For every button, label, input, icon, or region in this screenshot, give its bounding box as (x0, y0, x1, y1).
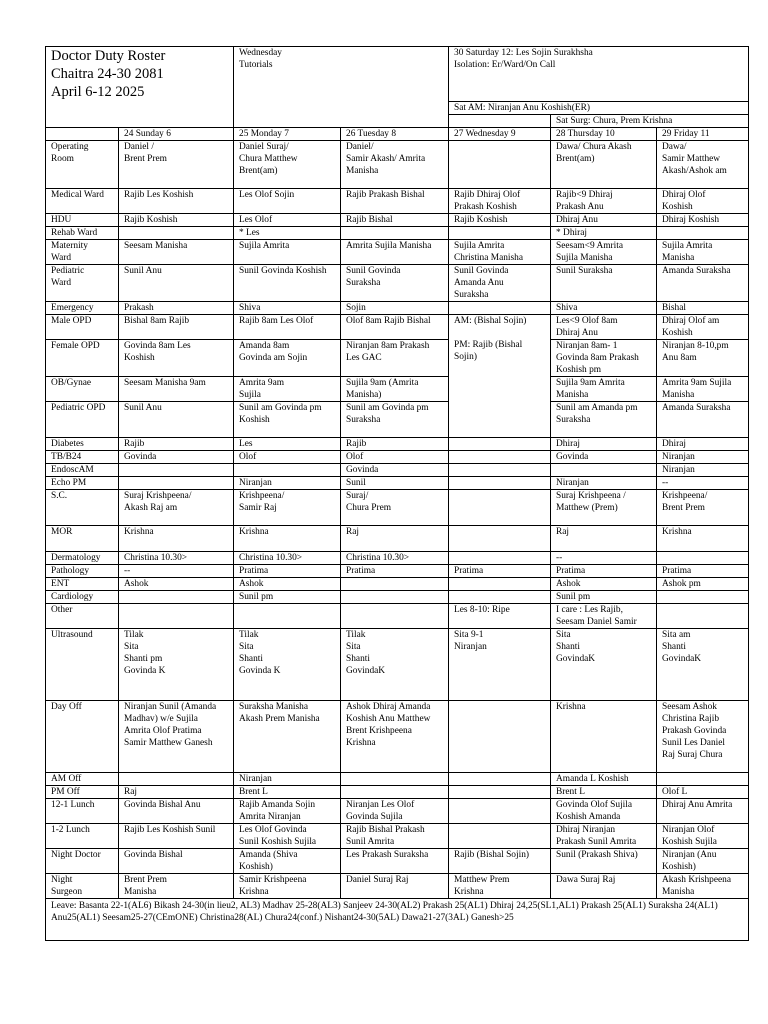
duty-cell: Daniel Suraj Raj (341, 874, 449, 899)
duty-cell (449, 490, 551, 526)
duty-cell (234, 604, 341, 629)
duty-cell (449, 227, 551, 240)
roster-row-day-off (46, 701, 749, 773)
duty-cell: Ashok Dhiraj Amanda Koshish Anu Matthew Brent Krishpeena Krishna (341, 701, 449, 773)
duty-cell (449, 451, 551, 464)
duty-cell: Brent L (551, 786, 657, 799)
duty-cell: Dhiraj Olof am Koshish (657, 315, 749, 340)
roster-row-pathology (46, 565, 749, 578)
duty-cell (119, 773, 234, 786)
day-header: 29 Friday 11 (657, 128, 749, 141)
roster-row-cardiology (46, 591, 749, 604)
row-label: Diabetes (46, 438, 119, 451)
row-label: Night Surgeon (46, 874, 119, 899)
duty-cell: Krishna (234, 526, 341, 552)
duty-cell: Sunil (341, 477, 449, 490)
duty-cell: -- (657, 477, 749, 490)
roster-row-other (46, 604, 749, 629)
duty-cell: Raj (551, 526, 657, 552)
duty-cell: Raj (119, 786, 234, 799)
duty-cell (341, 604, 449, 629)
duty-cell: Dhiraj Niranjan Prakash Sunil Amrita (551, 824, 657, 849)
duty-cell: Les Prakash Suraksha (341, 849, 449, 874)
duty-cell: Bishal 8am Rajib (119, 315, 234, 340)
duty-cell: Shiva (234, 302, 341, 315)
roster-row-dermatology (46, 552, 749, 565)
duty-cell: Olof (341, 451, 449, 464)
duty-cell: Dhiraj Anu Amrita (657, 799, 749, 824)
duty-cell: Bishal (657, 302, 749, 315)
duty-roster-table (45, 46, 749, 941)
duty-cell (449, 464, 551, 477)
row-label: 12-1 Lunch (46, 799, 119, 824)
roster-body (46, 47, 749, 941)
roster-row-tb-b24 (46, 451, 749, 464)
duty-cell: Les Olof Govinda Sunil Koshish Sujila (234, 824, 341, 849)
duty-cell: Rajib<9 Dhiraj Prakash Anu (551, 189, 657, 214)
day-header: 28 Thursday 10 (551, 128, 657, 141)
row-label: Pediatric Ward (46, 265, 119, 302)
roster-row-male-opd (46, 315, 749, 340)
duty-cell: Niranjan Les Olof Govinda Sujila (341, 799, 449, 824)
duty-cell: Niranjan (657, 451, 749, 464)
duty-cell (341, 773, 449, 786)
roster-row-pediatric-opd (46, 402, 749, 438)
duty-cell: Govinda (551, 451, 657, 464)
duty-cell: Niranjan 8am- 1 Govinda 8am Prakash Koshish pm (551, 340, 657, 377)
duty-cell: Prakash (119, 302, 234, 315)
duty-cell (341, 578, 449, 591)
duty-cell: Pratima (657, 565, 749, 578)
duty-cell (449, 578, 551, 591)
duty-cell: Les Olof Sojin (234, 189, 341, 214)
duty-cell: Akash Krishpeena Manisha (657, 874, 749, 899)
duty-cell: Niranjan (234, 773, 341, 786)
duty-cell: Les<9 Olof 8am Dhiraj Anu (551, 315, 657, 340)
duty-cell: Rajib Les Koshish Sunil (119, 824, 234, 849)
duty-cell (449, 773, 551, 786)
duty-cell: * Les (234, 227, 341, 240)
roster-row-echo-pm (46, 477, 749, 490)
duty-cell (449, 799, 551, 824)
duty-cell: Krishna (551, 701, 657, 773)
days-header-row (46, 128, 749, 141)
duty-cell: Amanda Suraksha (657, 402, 749, 438)
roster-row-mor (46, 526, 749, 552)
row-label: Emergency (46, 302, 119, 315)
duty-cell: Les Olof (234, 214, 341, 227)
row-label: Day Off (46, 701, 119, 773)
row-label: TB/B24 (46, 451, 119, 464)
roster-row-12-1-lunch (46, 799, 749, 824)
duty-cell: Tilak Sita Shanti pm Govinda K (119, 629, 234, 701)
duty-cell: Rajib Dhiraj Olof Prakash Koshish (449, 189, 551, 214)
duty-cell: Ashok pm (657, 578, 749, 591)
duty-cell (119, 227, 234, 240)
duty-cell: Sunil Govinda Amanda Anu Suraksha (449, 265, 551, 302)
roster-row-ultrasound (46, 629, 749, 701)
duty-cell (657, 773, 749, 786)
duty-cell: Niranjan 8am Prakash Les GAC (341, 340, 449, 377)
duty-cell: Rajib Les Koshish (119, 189, 234, 214)
duty-cell: Sunil pm (234, 591, 341, 604)
duty-cell: Sunil am Govinda pm Koshish (234, 402, 341, 438)
day-header: 27 Wednesday 9 (449, 128, 551, 141)
row-label: Rehab Ward (46, 227, 119, 240)
duty-cell: Rajib (Bishal Sojin) (449, 849, 551, 874)
duty-cell: Niranjan (551, 477, 657, 490)
duty-cell (341, 227, 449, 240)
duty-cell: Govinda (341, 464, 449, 477)
duty-cell: Krishna (657, 526, 749, 552)
roster-row-hdu (46, 214, 749, 227)
row-label: Ultrasound (46, 629, 119, 701)
duty-cell: Suraksha Manisha Akash Prem Manisha (234, 701, 341, 773)
duty-cell: Les (234, 438, 341, 451)
duty-cell: Sunil Anu (119, 265, 234, 302)
duty-cell: Daniel Suraj/ Chura Matthew Brent(am) (234, 141, 341, 189)
duty-cell: Govinda Olof Sujila Koshish Amanda (551, 799, 657, 824)
duty-cell: Krishpeena/ Brent Prem (657, 490, 749, 526)
duty-cell: Samir Krishpeena Krishna (234, 874, 341, 899)
duty-cell: Sunil Anu (119, 402, 234, 438)
duty-cell: Dawa/ Samir Matthew Akash/Ashok am (657, 141, 749, 189)
duty-cell (449, 552, 551, 565)
duty-cell: Krishpeena/ Samir Raj (234, 490, 341, 526)
duty-cell: Amanda Suraksha (657, 265, 749, 302)
row-label: MOR (46, 526, 119, 552)
roster-row-night-surgeon (46, 874, 749, 899)
duty-cell: Sujila Amrita Manisha (657, 240, 749, 265)
roster-row-medical-ward (46, 189, 749, 214)
roster-title (46, 47, 234, 128)
duty-cell: Amrita 9am Sujila (234, 377, 341, 402)
roster-row-endoscam (46, 464, 749, 477)
duty-cell: Dhiraj (657, 438, 749, 451)
roster-row-maternity-ward (46, 240, 749, 265)
duty-cell: Niranjan Olof Koshish Sujila (657, 824, 749, 849)
roster-row-rehab-ward (46, 227, 749, 240)
duty-cell: Rajib Koshish (119, 214, 234, 227)
duty-cell (449, 141, 551, 189)
duty-cell (449, 701, 551, 773)
duty-cell: Seesam<9 Amrita Sujila Manisha (551, 240, 657, 265)
sat-am-note: Sat AM: Niranjan Anu Koshish(ER) (449, 102, 749, 115)
duty-cell: Niranjan (234, 477, 341, 490)
filler-row (46, 924, 749, 941)
duty-cell (119, 591, 234, 604)
title-line-2: Chaitra 24-30 2081 (51, 66, 164, 82)
duty-cell: Sujila Amrita Christina Manisha (449, 240, 551, 265)
row-label: Pediatric OPD (46, 402, 119, 438)
duty-cell: I care : Les Rajib, Seesam Daniel Samir (551, 604, 657, 629)
duty-cell: Rajib Bishal (341, 214, 449, 227)
duty-cell: Raj (341, 526, 449, 552)
duty-cell (119, 464, 234, 477)
duty-cell-wednesday-opd: AM: (Bishal Sojin) PM: Rajib (Bishal Sojin) (449, 315, 551, 438)
duty-cell: Sunil am Govinda pm Suraksha (341, 402, 449, 438)
roster-row-female-opd (46, 340, 749, 377)
duty-cell: Pratima (234, 565, 341, 578)
duty-cell: Les 8-10: Ripe (449, 604, 551, 629)
roster-row-s-c (46, 490, 749, 526)
row-label: HDU (46, 214, 119, 227)
row-label: EndoscAM (46, 464, 119, 477)
duty-cell: Niranjan (Anu Koshish) (657, 849, 749, 874)
row-label: Pathology (46, 565, 119, 578)
duty-cell: Sunil Govinda Koshish (234, 265, 341, 302)
roster-row-ent (46, 578, 749, 591)
duty-cell (341, 591, 449, 604)
duty-cell (449, 786, 551, 799)
duty-cell: Ashok (119, 578, 234, 591)
duty-cell: Pratima (449, 565, 551, 578)
duty-cell: Govinda Bishal Anu (119, 799, 234, 824)
duty-cell (119, 604, 234, 629)
duty-cell: Ashok (551, 578, 657, 591)
row-label: ENT (46, 578, 119, 591)
duty-cell: Sujila 9am Amrita Manisha (551, 377, 657, 402)
duty-cell: Govinda 8am Les Koshish (119, 340, 234, 377)
duty-cell: Brent Prem Manisha (119, 874, 234, 899)
day-header: 26 Tuesday 8 (341, 128, 449, 141)
row-label: Echo PM (46, 477, 119, 490)
duty-cell: Amanda (Shiva Koshish) (234, 849, 341, 874)
title-line-1: Doctor Duty Roster (51, 48, 166, 64)
duty-cell: Tilak Sita Shanti Govinda K (234, 629, 341, 701)
duty-cell: Niranjan Sunil (Amanda Madhav) w/e Sujila Amrita Olof Pratima Samir Matthew Ganesh (119, 701, 234, 773)
row-label: Male OPD (46, 315, 119, 340)
duty-cell: Govinda Bishal (119, 849, 234, 874)
duty-cell: Dawa/ Chura Akash Brent(am) (551, 141, 657, 189)
duty-cell: Niranjan (657, 464, 749, 477)
duty-cell: * Dhiraj (551, 227, 657, 240)
duty-cell: Ashok (234, 578, 341, 591)
duty-cell: Amrita 9am Sujila Manisha (657, 377, 749, 402)
roster-row-emergency (46, 302, 749, 315)
duty-cell: Sita 9-1 Niranjan (449, 629, 551, 701)
duty-cell: Sujila Amrita (234, 240, 341, 265)
duty-cell (551, 464, 657, 477)
duty-cell: Sujila 9am (Amrita Manisha) (341, 377, 449, 402)
roster-row-ob-gynae (46, 377, 749, 402)
duty-cell (449, 302, 551, 315)
duty-cell: Govinda (119, 451, 234, 464)
duty-cell (449, 477, 551, 490)
duty-cell (657, 227, 749, 240)
duty-cell: Dhiraj Koshish (657, 214, 749, 227)
roster-row-diabetes (46, 438, 749, 451)
row-label: Maternity Ward (46, 240, 119, 265)
duty-cell (657, 552, 749, 565)
roster-row-pediatric-ward (46, 265, 749, 302)
duty-cell: Sita Shanti GovindaK (551, 629, 657, 701)
duty-cell (234, 464, 341, 477)
duty-cell: Sunil (Prakash Shiva) (551, 849, 657, 874)
row-label: Medical Ward (46, 189, 119, 214)
row-label: AM Off (46, 773, 119, 786)
duty-cell (449, 591, 551, 604)
roster-row-operating-room (46, 141, 749, 189)
duty-cell: Niranjan 8-10,pm Anu 8am (657, 340, 749, 377)
duty-cell: Suraj Krishpeena / Matthew (Prem) (551, 490, 657, 526)
duty-cell: Shiva (551, 302, 657, 315)
duty-cell (449, 526, 551, 552)
duty-cell: Tilak Sita Shanti GovindaK (341, 629, 449, 701)
day-header: 25 Monday 7 (234, 128, 341, 141)
duty-cell: Rajib (341, 438, 449, 451)
duty-cell: Seesam Ashok Christina Rajib Prakash Govinda Sunil Les Daniel Raj Suraj Chura (657, 701, 749, 773)
roster-row-am-off (46, 773, 749, 786)
duty-cell (449, 824, 551, 849)
day-header: 24 Sunday 6 (119, 128, 234, 141)
duty-cell: Amrita Sujila Manisha (341, 240, 449, 265)
row-label: Cardiology (46, 591, 119, 604)
duty-cell: Suraj/ Chura Prem (341, 490, 449, 526)
roster-row-night-doctor (46, 849, 749, 874)
sat-surg-note: Sat Surg: Chura, Prem Krishna (551, 115, 749, 128)
duty-cell: Olof L (657, 786, 749, 799)
leave-note: Leave: Basanta 22-1(AL6) Bikash 24-30(in lieu2, AL3) Madhav 25-28(AL3) Sanjeev 24-30(AL2) Prakash 25(AL1) Dhiraj 24,25(SL1,AL1) Prakash 25(AL1) Suraksha 24(AL1) Anu25(AL1) Seesam25-27(CEmONE) Christina28(AL) Chura24(conf.) Nishant24-30(5AL) Dawa21-27(3AL) Ganesh>25 (46, 899, 749, 925)
duty-cell: Olof 8am Rajib Bishal (341, 315, 449, 340)
row-label: Dermatology (46, 552, 119, 565)
duty-cell: Seesam Manisha 9am (119, 377, 234, 402)
duty-cell: Rajib Amanda Sojin Amrita Niranjan (234, 799, 341, 824)
duty-cell: Dhiraj Olof Koshish (657, 189, 749, 214)
roster-row-1-2-lunch (46, 824, 749, 849)
row-label: Night Doctor (46, 849, 119, 874)
row-label: S.C. (46, 490, 119, 526)
duty-cell: Christina 10.30> (119, 552, 234, 565)
blank-space (46, 924, 749, 941)
duty-cell (657, 591, 749, 604)
duty-cell (449, 438, 551, 451)
duty-cell: Sojin (341, 302, 449, 315)
duty-cell: Amanda L Koshish (551, 773, 657, 786)
duty-cell: Dhiraj (551, 438, 657, 451)
duty-cell: Matthew Prem Krishna (449, 874, 551, 899)
row-label: 1-2 Lunch (46, 824, 119, 849)
duty-cell: Rajib (119, 438, 234, 451)
duty-cell: Pratima (551, 565, 657, 578)
duty-cell: Rajib Bishal Prakash Sunil Amrita (341, 824, 449, 849)
duty-cell: Olof (234, 451, 341, 464)
duty-cell: Sunil pm (551, 591, 657, 604)
duty-cell: Dhiraj Anu (551, 214, 657, 227)
duty-cell: Sunil Suraksha (551, 265, 657, 302)
title-line-3: April 6-12 2025 (51, 84, 145, 100)
duty-cell: Rajib 8am Les Olof (234, 315, 341, 340)
duty-cell: Rajib Prakash Bishal (341, 189, 449, 214)
row-label: Other (46, 604, 119, 629)
duty-cell: Suraj Krishpeena/ Akash Raj am (119, 490, 234, 526)
duty-cell (341, 786, 449, 799)
roster-row-pm-off (46, 786, 749, 799)
duty-cell: Daniel / Brent Prem (119, 141, 234, 189)
duty-cell: Christina 10.30> (234, 552, 341, 565)
duty-cell: Sunil am Amanda pm Suraksha (551, 402, 657, 438)
row-label: Operating Room (46, 141, 119, 189)
duty-cell: Pratima (341, 565, 449, 578)
row-label: Female OPD (46, 340, 119, 377)
row-label: PM Off (46, 786, 119, 799)
corner-cell (46, 128, 119, 141)
duty-cell: Daniel/ Samir Akash/ Amrita Manisha (341, 141, 449, 189)
saturday-note: 30 Saturday 12: Les Sojin Surakhsha Isolation: Er/Ward/On Call (449, 47, 749, 102)
header-row (46, 47, 749, 102)
duty-cell: Seesam Manisha (119, 240, 234, 265)
duty-cell: Dawa Suraj Raj (551, 874, 657, 899)
duty-cell (657, 604, 749, 629)
duty-cell: Sunil Govinda Suraksha (341, 265, 449, 302)
duty-cell: Christina 10.30> (341, 552, 449, 565)
row-label: OB/Gynae (46, 377, 119, 402)
leave-row (46, 899, 749, 925)
duty-cell: -- (551, 552, 657, 565)
wednesday-tutorials-note: Wednesday Tutorials (234, 47, 449, 128)
duty-cell: Rajib Koshish (449, 214, 551, 227)
duty-cell: -- (119, 565, 234, 578)
duty-cell: Sita am Shanti GovindaK (657, 629, 749, 701)
duty-cell: Amanda 8am Govinda am Sojin (234, 340, 341, 377)
duty-cell (119, 477, 234, 490)
duty-cell: Krishna (119, 526, 234, 552)
duty-cell: Brent L (234, 786, 341, 799)
